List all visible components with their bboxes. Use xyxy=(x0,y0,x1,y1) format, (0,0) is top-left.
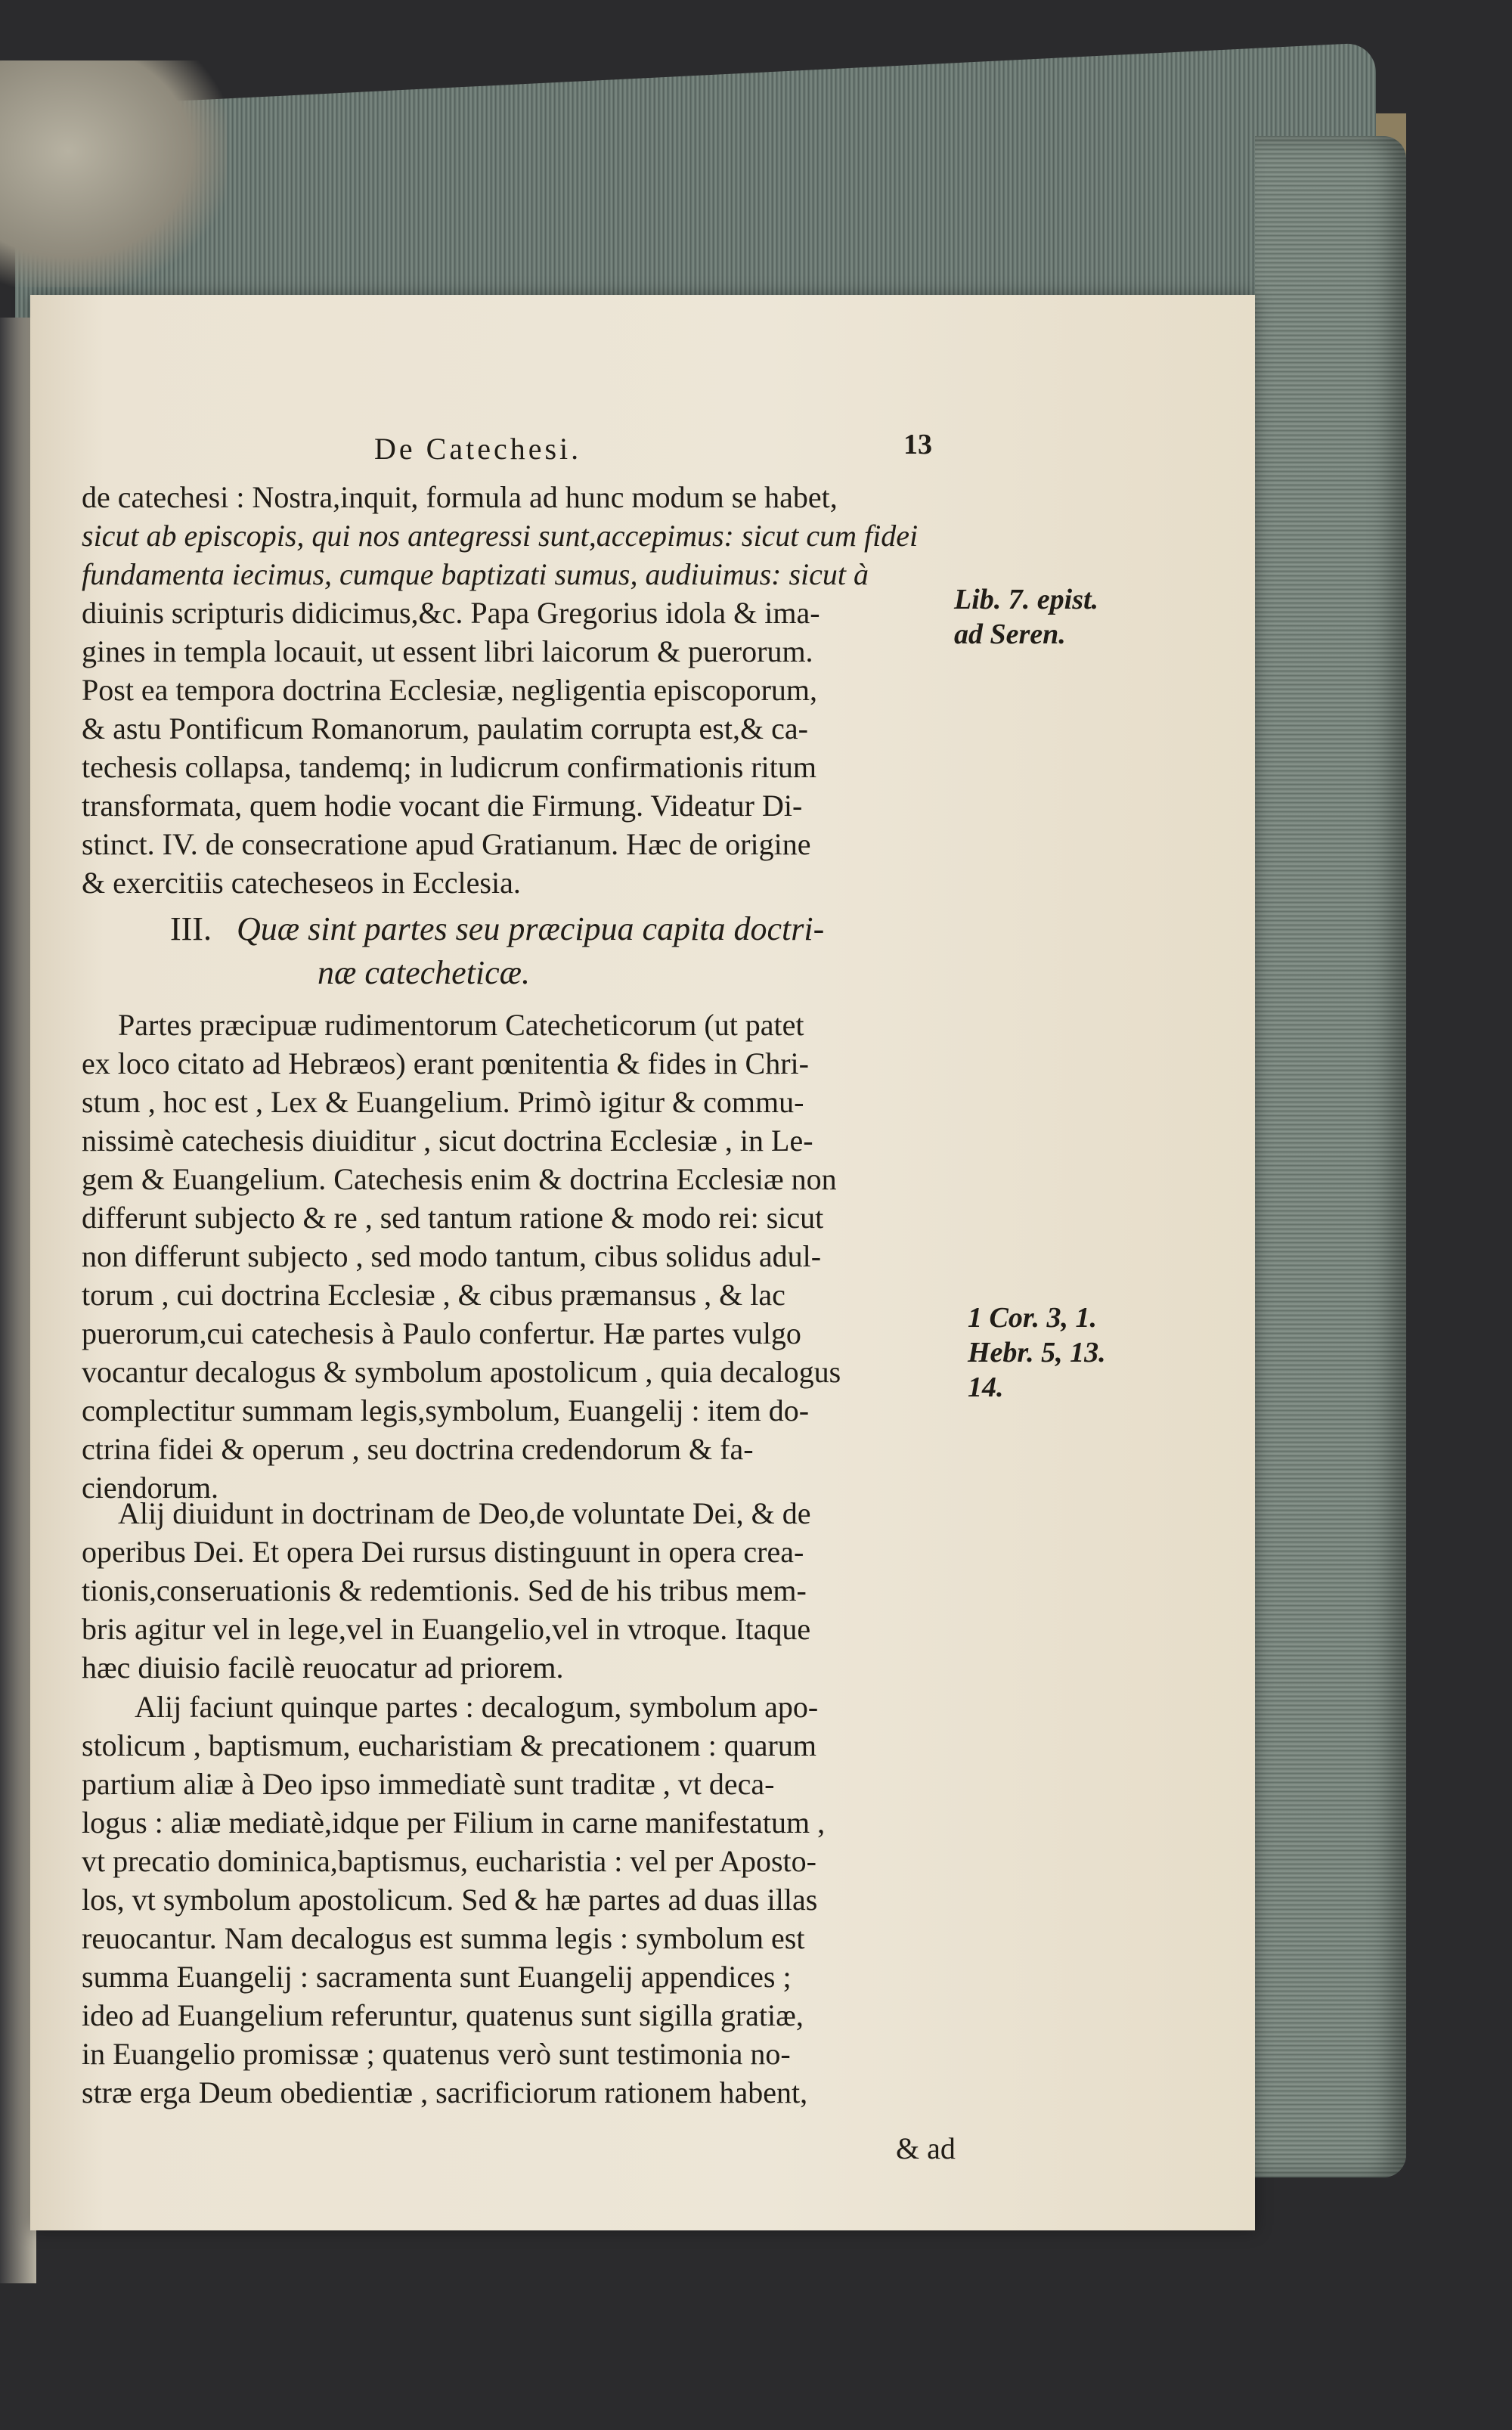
book-fore-edge xyxy=(1255,136,1406,2177)
section-heading-text: Quæ sint partes seu præcipua capita doctri- xyxy=(236,910,825,947)
paragraph-2 xyxy=(82,1006,966,1507)
page-number: 13 xyxy=(903,429,932,460)
paragraph-4 xyxy=(82,1688,966,2112)
marginal-note: Hebr. 5, 13. xyxy=(968,1337,1106,1368)
text-line: hæc diuisio facilè reuocatur ad priorem. xyxy=(82,1650,564,1685)
text-line: stræ erga Deum obedientiæ , sacrificiorum rationem habent, xyxy=(82,2075,808,2109)
text-line: techesis collapsa, tandemq; in ludicrum confirmationis ritum xyxy=(82,750,816,784)
text-line: Partes præcipuæ rudimentorum Catecheticorum (ut patet xyxy=(118,1008,804,1042)
text-line: vocantur decalogus & symbolum apostolicum , quia decalogus xyxy=(82,1355,841,1389)
text-line: puerorum,cui catechesis à Paulo confertur. Hæ partes vulgo xyxy=(82,1316,801,1350)
section-heading-continued xyxy=(318,951,530,995)
text-line: & exercitiis catecheseos in Ecclesia. xyxy=(82,866,521,900)
section-number: III. xyxy=(170,910,212,947)
catchword: & ad xyxy=(896,2131,956,2165)
marginal-note: ad Seren. xyxy=(954,618,1066,650)
text-line: logus : aliæ mediatè,idque per Filium in carne manifestatum , xyxy=(82,1805,826,1840)
text-line: non differunt subjecto , sed modo tantum, cibus solidus adul- xyxy=(82,1239,822,1273)
paragraph-1 xyxy=(82,478,966,902)
text-line: Alij faciunt quinque partes : decalogum, symbolum apo- xyxy=(135,1690,819,1724)
text-line: de catechesi : Nostra,inquit, formula ad hunc modum se habet, xyxy=(82,480,838,514)
text-line: ex loco citato ad Hebræos) erant pœnitentia & fides in Chri- xyxy=(82,1046,809,1080)
text-line: bris agitur vel in lege,vel in Euangelio,vel in vtroque. Itaque xyxy=(82,1612,811,1646)
text-line: los, vt symbolum apostolicum. Sed & hæ partes ad duas illas xyxy=(82,1883,818,1917)
text-line: sicut ab episcopis, qui nos antegressi sunt,accepimus: sicut cum fidei xyxy=(82,519,919,553)
text-line: stinct. IV. de consecratione apud Gratianum. Hæc de origine xyxy=(82,827,811,861)
text-line: vt precatio dominica,baptismus, eucharistia : vel per Aposto- xyxy=(82,1844,816,1878)
text-line: transformata, quem hodie vocant die Firmung. Videatur Di- xyxy=(82,789,803,823)
marginal-note: 14. xyxy=(968,1372,1004,1403)
text-line: differunt subjecto & re , sed tantum ratione & modo rei: sicut xyxy=(82,1201,824,1235)
text-line: in Euangelio promissæ ; quatenus verò sunt testimonia no- xyxy=(82,2037,791,2071)
paragraph-3 xyxy=(82,1494,966,1687)
text-line: gem & Euangelium. Catechesis enim & doctrina Ecclesiæ non xyxy=(82,1162,837,1196)
running-header: De Catechesi. xyxy=(374,432,582,466)
text-line: tionis,conseruationis & redemtionis. Sed de his tribus mem- xyxy=(82,1573,807,1607)
text-line: reuocantur. Nam decalogus est summa legis : symbolum est xyxy=(82,1921,805,1955)
text-line: stolicum , baptismum, eucharistiam & precationem : quarum xyxy=(82,1728,816,1762)
text-line: & astu Pontificum Romanorum, paulatim corrupta est,& ca- xyxy=(82,711,808,745)
text-line: ctrina fidei & operum , seu doctrina credendorum & fa- xyxy=(82,1432,754,1466)
text-line: ideo ad Euangelium referuntur, quatenus sunt sigilla gratiæ, xyxy=(82,1998,804,2032)
text-line: nissimè catechesis diuiditur , sicut doctrina Ecclesiæ , in Le- xyxy=(82,1124,813,1158)
text-line: Alij diuidunt in doctrinam de Deo,de voluntate Dei, & de xyxy=(118,1496,811,1530)
marginal-note: 1 Cor. 3, 1. xyxy=(968,1302,1098,1334)
book-spine xyxy=(0,60,227,287)
text-line: operibus Dei. Et opera Dei rursus distinguunt in opera crea- xyxy=(82,1535,804,1569)
text-line: complectitur summam legis,symbolum, Euangelij : item do- xyxy=(82,1393,810,1427)
text-line: fundamenta iecimus, cumque baptizati sumus, audiuimus: sicut à xyxy=(82,557,869,591)
marginal-note: Lib. 7. epist. xyxy=(954,584,1099,615)
section-heading xyxy=(170,907,824,951)
text-line: stum , hoc est , Lex & Euangelium. Primò igitur & commu- xyxy=(82,1085,804,1119)
text-line: ciendorum. xyxy=(82,1471,219,1505)
text-line: summa Euangelij : sacramenta sunt Euangelij appendices ; xyxy=(82,1960,792,1994)
section-heading-text: næ catecheticæ. xyxy=(318,954,531,991)
text-line: diuinis scripturis didicimus,&c. Papa Gregorius idola & ima- xyxy=(82,596,820,630)
text-line: Post ea tempora doctrina Ecclesiæ, negligentia episcoporum, xyxy=(82,673,818,707)
text-line: partium aliæ à Deo ipso immediatè sunt traditæ , vt deca- xyxy=(82,1767,775,1801)
text-line: gines in templa locauit, ut essent libri laicorum & puerorum. xyxy=(82,634,813,668)
text-line: torum , cui doctrina Ecclesiæ , & cibus præmansus , & lac xyxy=(82,1278,785,1312)
